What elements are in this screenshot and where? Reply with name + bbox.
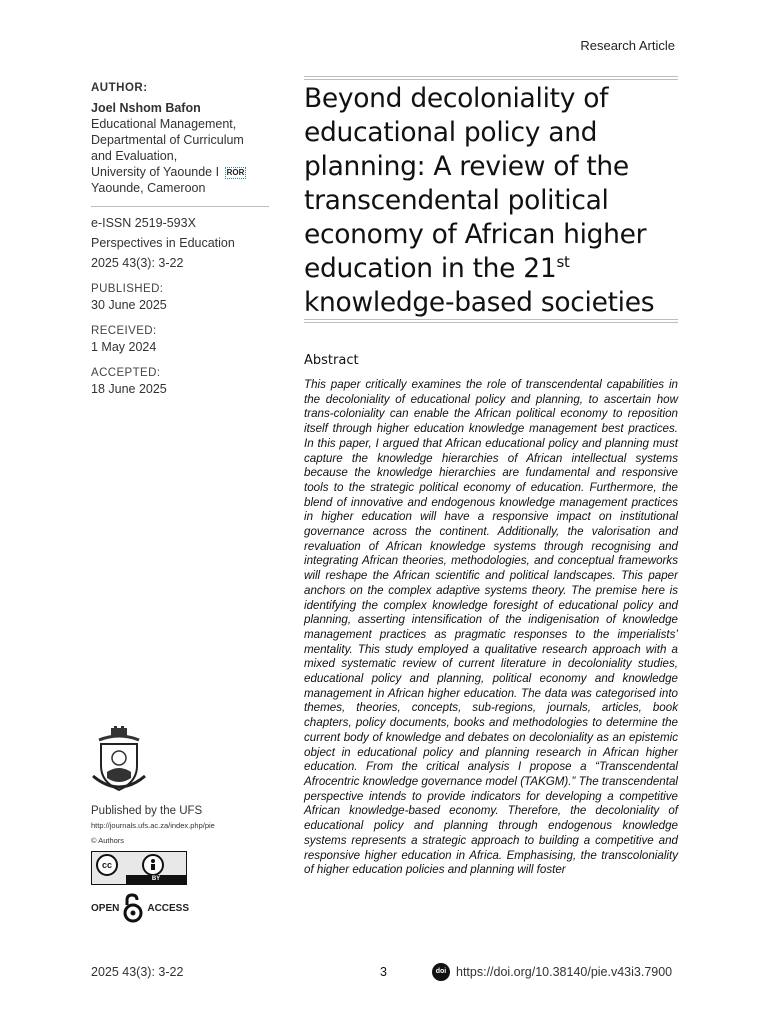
ror-icon[interactable]: ROR: [226, 167, 245, 177]
affiliation-line: University of Yaounde I: [91, 165, 220, 179]
title-bottom-rule: [304, 319, 678, 323]
received-date: 1 May 2024: [91, 340, 157, 354]
cc-by-license-badge[interactable]: [91, 851, 187, 885]
cc-icon: cc: [96, 854, 118, 876]
open-lock-icon: [122, 893, 144, 923]
publisher-block: [91, 726, 269, 923]
attribution-person-icon: [142, 854, 164, 876]
published-label: PUBLISHED:: [91, 283, 164, 295]
affiliation-line: Yaounde, Cameroon: [91, 181, 206, 195]
abstract-heading: Abstract: [304, 353, 359, 368]
doi-icon: doi: [432, 963, 450, 981]
article-sidebar: [91, 80, 269, 401]
journal-name: Perspectives in Education: [91, 236, 235, 250]
author-label: AUTHOR:: [91, 82, 148, 94]
title-superscript: st: [556, 253, 570, 272]
footer-issue: 2025 43(3): 3-22: [91, 965, 184, 979]
abstract-text: This paper critically examines the role of transcendental capabilities in the decoloniality of educational policy and planning, to ascertain how trans-coloniality can enable the African political economy to reposition itself through higher education knowledge management best practices. In this paper, I argued that African educational policy and planning must capture the knowledge hierarchies of African intellectual systems because the knowledge hierarchies are fundamental and responsive tools to the strategic political economy of education. Furthermore, the blend of innovative and endogenous knowledge management practices in higher education will have a responsive impact on institutional governance across the continent. Additionally, the valorisation and revaluation of African knowledge systems through recognising and integrating African theories, methodologies, and conceptual frameworks will reshape the African scientific and political landscapes. This paper anchors on the complex adaptive systems theory. The premise here is identifying the complex knowledge foresight of educational policy and planning, asserting intensification of the indigenisation of knowledge management practices as pragmatic responses to the imperialists’ mentality. This study employed a qualitative research approach with a mixed systematic review of current literature in decoloniality studies, educational policy and planning, political economy and knowledge management in African higher education. The data was categorised into themes, theories, concepts, sub-regions, journals, articles, book chapters, policy documents, books and methodologies to determine the current body of knowledge and debates on decoloniality as an epistemic object in educational policy and planning research in African higher education. From the critical analysis I propose a “Transcendental Afrocentric knowledge governance model (TAKGM).” The transcendental perspective intends to provide indicators for developing a competitive African knowledge-based economy. Therefore, the decoloniality of educational policy and planning through endogenous knowledge systems represents a strategic approach to building a competitive and responsive higher education in Africa. Emphasising, the transcoloniality of higher education policies and planning will foster: [304, 378, 678, 877]
eissn: e-ISSN 2519-593X: [91, 216, 196, 230]
article-title: Beyond decoloniality of educational policy and planning: A review of the transcendental political economy of African higher education in the 21st knowledge-based societies: [304, 83, 655, 318]
sidebar-divider: [91, 206, 269, 207]
journal-url-link[interactable]: http://journals.ufs.ac.za/index.php/pie: [91, 821, 215, 830]
cc-by-label: BY: [126, 875, 186, 884]
published-date: 30 June 2025: [91, 298, 167, 312]
affiliation-line: Departmental of Curriculum: [91, 133, 244, 147]
page-number: 3: [380, 965, 387, 979]
accepted-date: 18 June 2025: [91, 382, 167, 396]
author-name: Joel Nshom Bafon: [91, 101, 201, 115]
affiliation-line: Educational Management,: [91, 117, 237, 131]
ufs-crest-logo: [91, 726, 147, 796]
journal-issue: 2025 43(3): 3-22: [91, 256, 184, 270]
open-access-logo: [91, 893, 269, 923]
open-label: OPEN: [91, 902, 120, 914]
article-type-label: Research Article: [580, 38, 675, 53]
doi-link[interactable]: [432, 963, 672, 981]
published-by: Published by the UFS: [91, 805, 203, 817]
access-label: ACCESS: [147, 902, 190, 914]
affiliation-line: and Evaluation,: [91, 149, 178, 163]
accepted-label: ACCEPTED:: [91, 367, 161, 379]
affiliation-university: [91, 164, 269, 180]
doi-url[interactable]: https://doi.org/10.38140/pie.v43i3.7900: [456, 965, 673, 979]
copyright-notice: © Authors: [91, 836, 125, 845]
title-top-rule: [304, 76, 678, 80]
received-label: RECEIVED:: [91, 325, 157, 337]
